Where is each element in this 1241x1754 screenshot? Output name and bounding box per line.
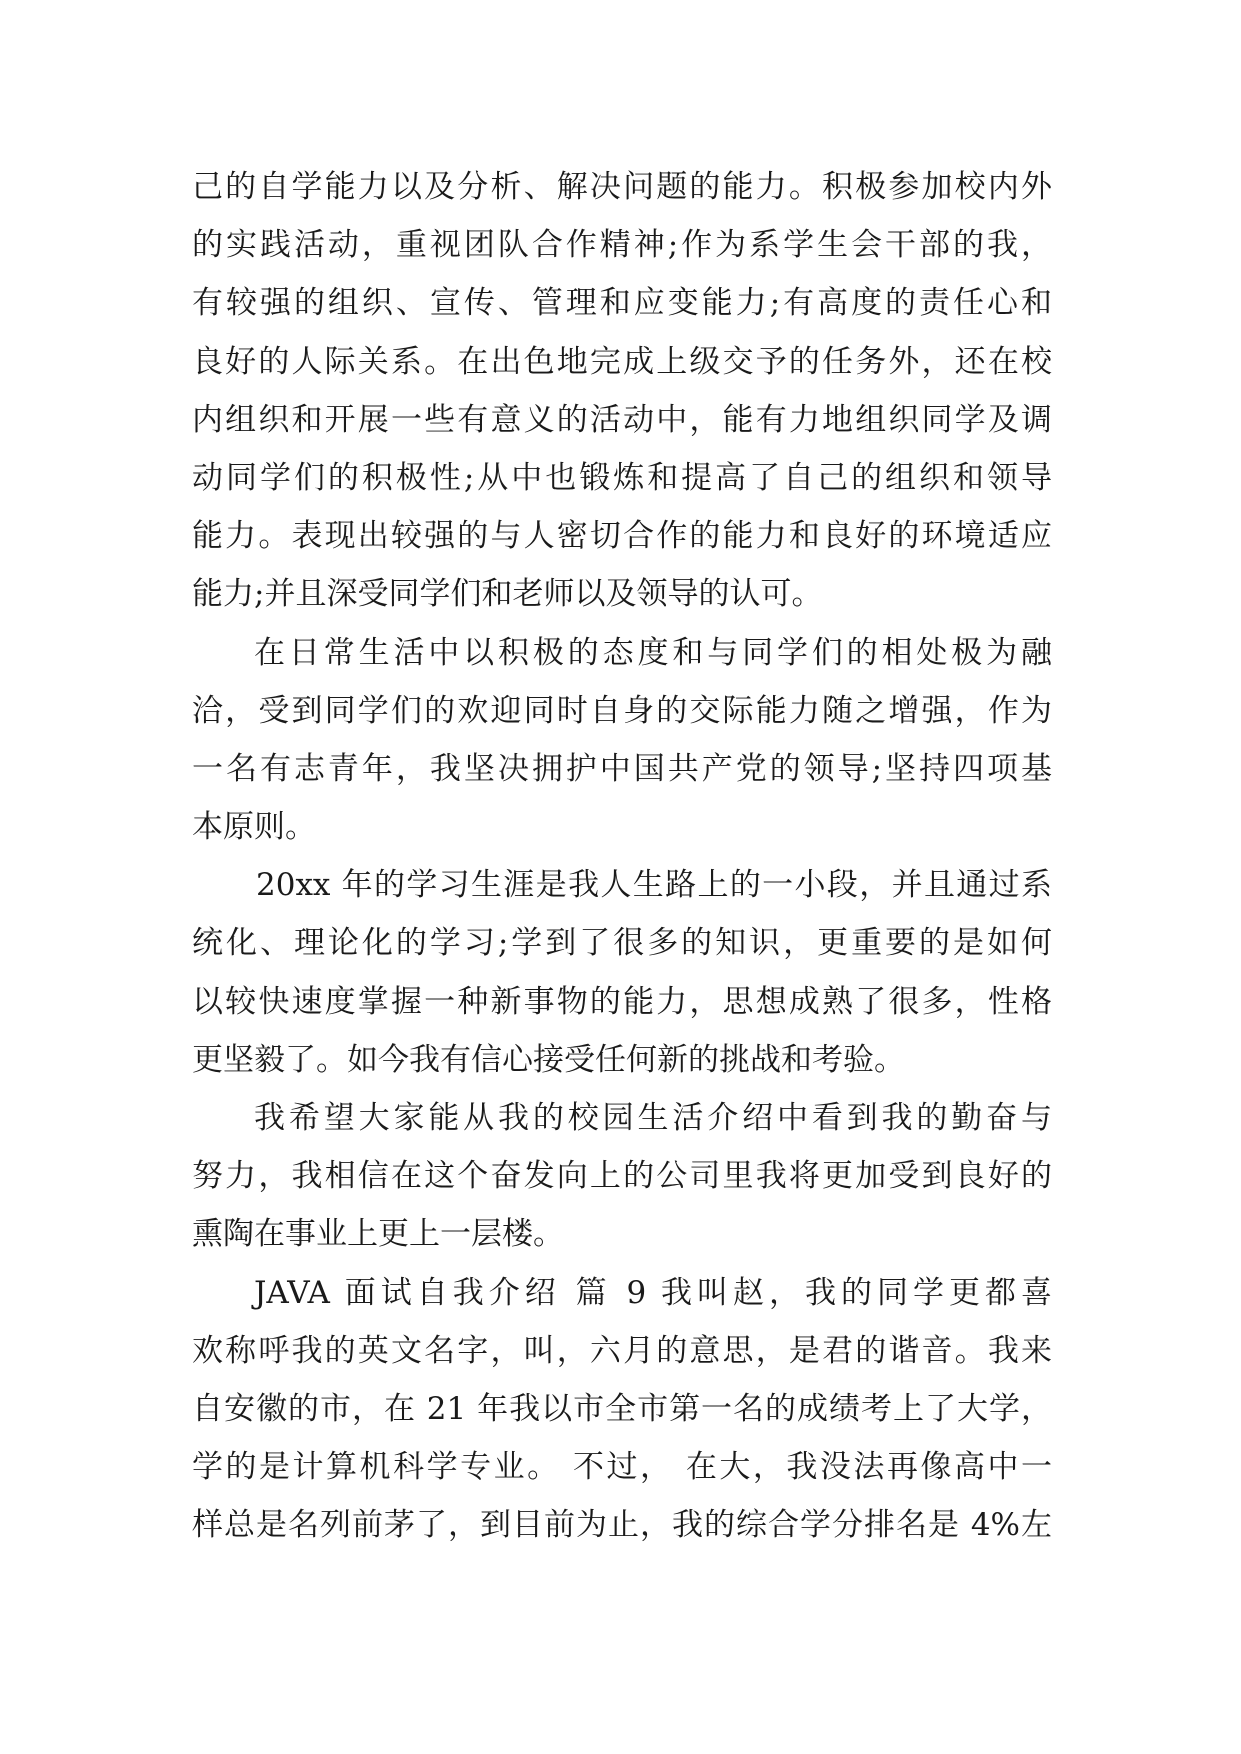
text-line: JAVA 面试自我介绍 篇 9 我叫赵，我的同学更都喜 [254,1274,1052,1311]
text-line: 学的是计算机科学专业。 不过， 在大，我没法再像高中一 [192,1449,1052,1486]
text-line: 洽，受到同学们的欢迎同时自身的交际能力随之增强，作为 [192,692,1052,729]
text-line: 20xx 年的学习生涯是我人生路上的一小段，并且通过系 [256,867,1052,904]
text-line: 的实践活动，重视团队合作精神;作为系学生会干部的我， [192,227,1052,264]
text-line: 在日常生活中以积极的态度和与同学们的相处极为融 [254,634,1052,671]
text-line: 动同学们的积极性;从中也锻炼和提高了自己的组织和领导 [192,459,1052,496]
text-line: 我希望大家能从我的校园生活介绍中看到我的勤奋与 [254,1100,1052,1136]
text-line: 样总是名列前茅了，到目前为止，我的综合学分排名是 4%左 [192,1507,1052,1544]
text-line: 以较快速度掌握一种新事物的能力，思想成熟了很多，性格 [192,983,1052,1020]
text-line: 熏陶在事业上更上一层楼。 [192,1216,564,1253]
text-line: 能力。表现出较强的与人密切合作的能力和良好的环境适应 [192,518,1052,555]
text-line: 自安徽的市，在 21 年我以市全市第一名的成绩考上了大学， [192,1390,1052,1427]
text-line: 良好的人际关系。在出色地完成上级交予的任务外，还在校 [192,343,1052,380]
text-line: 内组织和开展一些有意义的活动中，能有力地组织同学及调 [192,401,1052,438]
text-line: 能力;并且深受同学们和老师以及领导的认可。 [192,576,823,613]
text-line: 欢称呼我的英文名字，叫，六月的意思，是君的谐音。我来 [192,1332,1052,1369]
text-line: 更坚毅了。如今我有信心接受任何新的挑战和考验。 [192,1041,905,1078]
text-line: 努力，我相信在这个奋发向上的公司里我将更加受到良好的 [192,1158,1052,1195]
text-line: 有较强的组织、宣传、管理和应变能力;有高度的责任心和 [192,285,1052,322]
text-line: 一名有志青年，我坚决拥护中国共产党的领导;坚持四项基 [192,750,1052,787]
text-line: 本原则。 [192,809,316,846]
body-text [192,158,1052,1555]
text-line: 统化、理论化的学习;学到了很多的知识，更重要的是如何 [192,925,1052,962]
text-line: 己的自学能力以及分析、解决问题的能力。积极参加校内外 [192,169,1052,205]
